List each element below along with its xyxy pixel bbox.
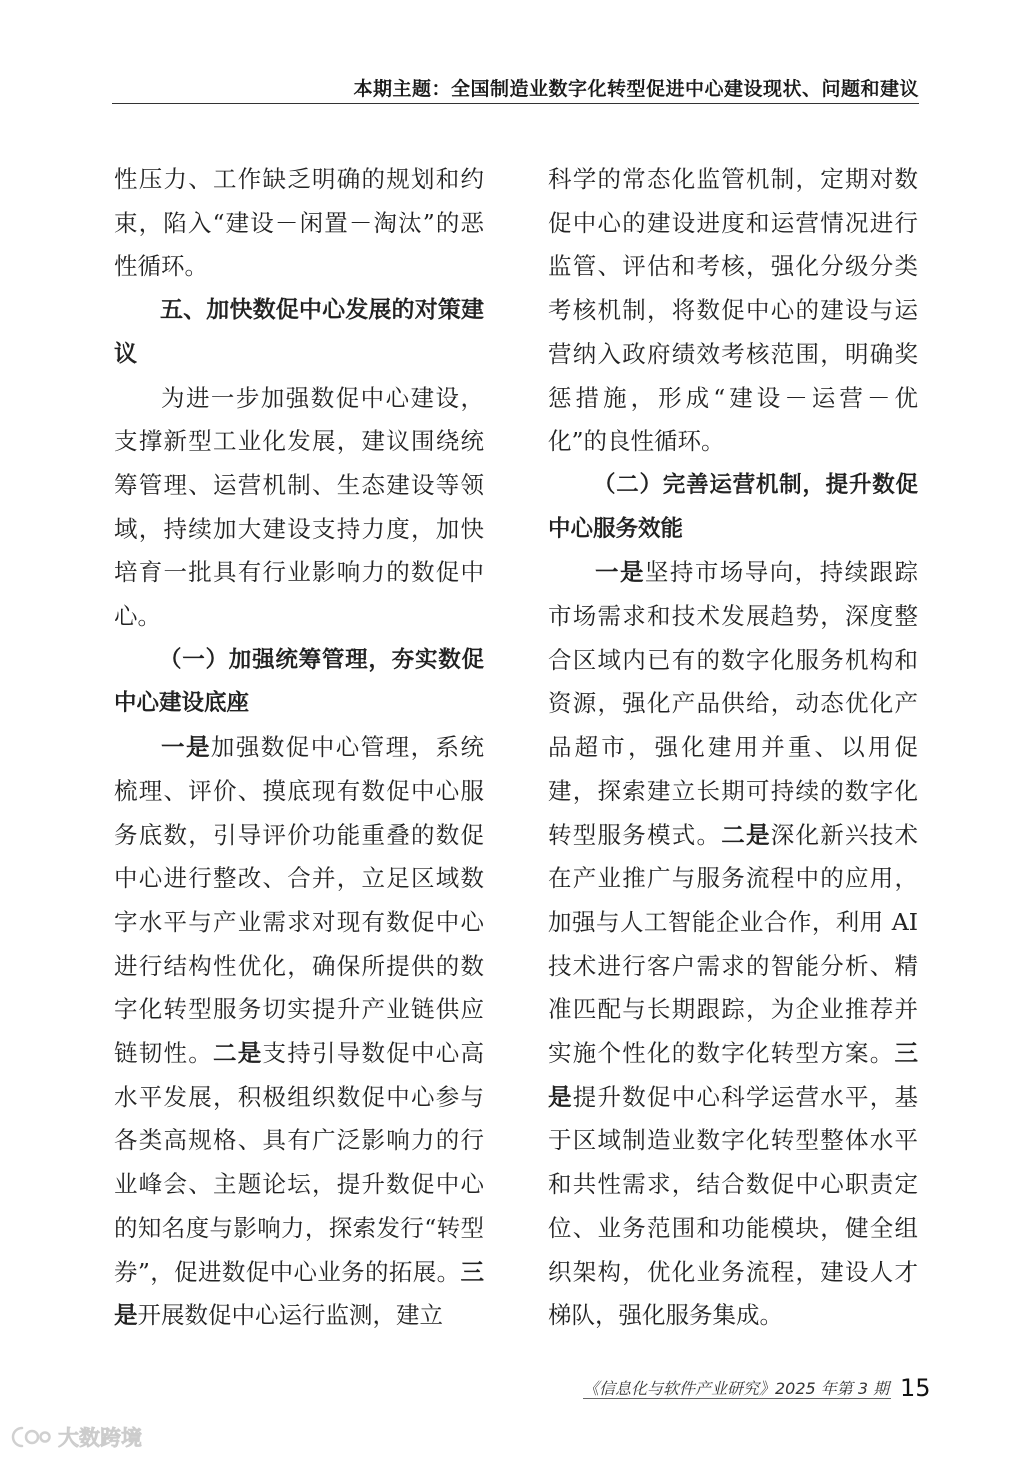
right-text-column (548, 158, 918, 1338)
running-header-title: 本期主题：全国制造业数字化转型促进中心建设现状、问题和建议 (353, 78, 919, 100)
lead-label: 二是 (721, 820, 771, 849)
paragraph-text: 开展数促中心运行监测，建立 (137, 1301, 443, 1330)
lead-label: 一是 (595, 558, 645, 587)
paragraph-text: 深化新兴技术在产业推广与服务流程中的应用，加强与人工智能企业合作，利用 AI 技术进行客户需求的智能分析、精准匹配与长期跟踪，为企业推荐并实施个性化的数字化转型方案。 (548, 820, 918, 1068)
lead-label: 二是 (213, 1039, 263, 1068)
watermark-text: 大数跨境 (58, 1426, 142, 1450)
paragraph-text: 提升数促中心科学运营水平，基于区域制造业数字化转型整体水平和共性需求，结合数促中心职责定位、业务范围和功能模块，健全组织架构，优化业务流程，建设人才梯队，强化服务集成。 (548, 1082, 918, 1330)
intro-paragraph: 为进一步加强数促中心建设，支撑新型工业化发展，建议围绕统筹管理、运营机制、生态建设等领域，持续加大建设支持力度，加快培育一批具有行业影响力的数促中心。 (114, 383, 484, 631)
paragraph-text: 加强数促中心管理，系统梳理、评价、摸底现有数促中心服务底数，引导评价功能重叠的数促中心进行整改、合并，立足区域数字水平与产业需求对现有数促中心进行结构性优化，确保所提供的数字化转型服务切实提升产业链供应链韧性。 (114, 733, 485, 1068)
header-divider (112, 103, 919, 104)
page-number: 15 (900, 1374, 931, 1402)
body-paragraph (114, 726, 484, 1338)
continued-paragraph: 科学的常态化监管机制，定期对数促中心的建设进度和运营情况进行监管、评估和考核，强化分级分类考核机制，将数促中心的建设与运营纳入政府绩效考核范围，明确奖惩措施，形成“建设－运营－优化”的良性循环。 (548, 165, 918, 456)
footer-divider (583, 1398, 891, 1399)
paragraph-text: 支持引导数促中心高水平发展，积极组织数促中心参与各类高规格、具有广泛影响力的行业峰会、主题论坛，提升数促中心的知名度与影响力，探索发行“转型券”，促进数促中心业务的拓展。 (114, 1039, 484, 1286)
sub-heading-1: （一）加强统筹管理，夯实数促中心建设底座 (114, 646, 484, 717)
lead-label: 三是 (114, 1257, 484, 1330)
lead-label: 一是 (161, 733, 211, 762)
paragraph-text: 坚持市场导向，持续跟踪市场需求和技术发展趋势，深度整合区域内已有的数字化服务机构和资源，强化产品供给，动态优化产品超市，强化建用并重、以用促建，探索建立长期可持续的数字化转型服务模式。 (548, 558, 919, 849)
left-text-column (114, 158, 484, 1338)
watermark (8, 1422, 142, 1452)
continued-paragraph: 性压力、工作缺乏明确的规划和约束，陷入“建设－闲置－淘汰”的恶性循环。 (114, 165, 484, 281)
lead-label: 三是 (548, 1039, 918, 1111)
body-paragraph (548, 551, 918, 1338)
journal-citation: 《信息化与软件产业研究》2025 年第 3 期 (583, 1379, 890, 1398)
section-heading: 五、加快数促中心发展的对策建议 (114, 297, 484, 367)
sub-heading-2: （二）完善运营机制，提升数促中心服务效能 (548, 471, 918, 542)
watermark-logo-icon (8, 1424, 52, 1450)
